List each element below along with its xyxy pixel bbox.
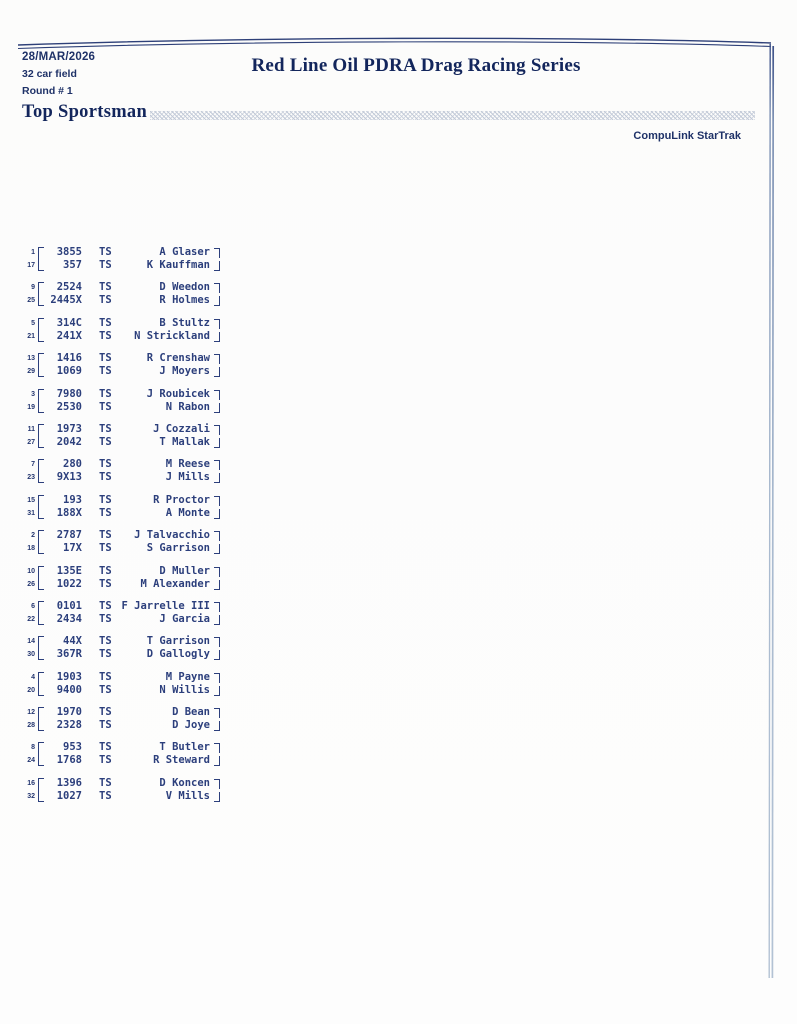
class-code-column (99, 317, 113, 343)
driver-top: M Reese (165, 458, 210, 471)
seed-column (22, 423, 35, 449)
class-code-column (99, 635, 113, 661)
driver-column (114, 741, 210, 767)
seed-top: 5 (31, 319, 35, 327)
driver-column (114, 317, 210, 343)
seed-bottom: 28 (27, 722, 35, 730)
driver-column (114, 458, 210, 484)
class-code-column (99, 281, 113, 307)
car-number-column (44, 246, 82, 272)
right-bracket (214, 671, 223, 697)
seed-top: 8 (31, 744, 35, 752)
ladder-pair (22, 671, 223, 697)
driver-top: R Proctor (153, 493, 210, 506)
right-bracket-top-icon (214, 602, 220, 612)
class-code-bottom: TS (99, 789, 112, 802)
driver-top: T Butler (159, 741, 210, 754)
driver-bottom: J Moyers (159, 365, 210, 378)
right-bracket-top-icon (214, 354, 220, 364)
right-bracket-bottom-icon (214, 296, 220, 306)
driver-bottom: J Garcia (159, 612, 210, 625)
driver-top: D Muller (159, 564, 210, 577)
ladder-pair (22, 529, 223, 555)
event-title: Red Line Oil PDRA Drag Racing Series (251, 55, 581, 76)
class-code-column (99, 388, 113, 414)
seed-column (22, 246, 35, 272)
right-bracket-bottom-icon (214, 544, 220, 554)
driver-column (114, 281, 210, 307)
driver-top: A Glaser (159, 246, 210, 258)
class-code-bottom: TS (99, 435, 112, 448)
driver-bottom: R Steward (153, 754, 210, 767)
seed-bottom: 26 (27, 580, 35, 588)
driver-top: F Jarrelle III (121, 599, 210, 612)
seed-top: 13 (27, 355, 35, 363)
class-code-bottom: TS (99, 294, 112, 307)
class-code-column (99, 671, 113, 697)
class-code-column (99, 706, 113, 732)
ladder-pair (22, 635, 223, 661)
driver-bottom: S Garrison (146, 542, 210, 555)
driver-top: R Crenshaw (146, 352, 210, 365)
car-number-column (44, 635, 82, 661)
right-bracket-bottom-icon (214, 650, 220, 660)
class-code-column (99, 565, 113, 591)
seed-top: 7 (31, 461, 35, 469)
ladder-pair (22, 494, 223, 520)
seed-column (22, 671, 35, 697)
driver-bottom: T Mallak (159, 435, 210, 448)
driver-top: M Payne (165, 670, 210, 683)
car-number-top: 135E (56, 564, 82, 577)
seed-column (22, 458, 35, 484)
car-number-column (44, 565, 82, 591)
class-code-column (99, 777, 113, 803)
car-number-bottom: 9X13 (56, 471, 82, 484)
seed-bottom: 17 (27, 262, 35, 269)
seed-column (22, 706, 35, 732)
car-number-bottom: 1022 (56, 577, 82, 590)
class-title: Top Sportsman (22, 102, 148, 122)
car-number-column (44, 777, 82, 803)
right-bracket-bottom-icon (214, 756, 220, 766)
car-number-top: 7980 (56, 387, 82, 400)
right-bracket (214, 741, 223, 767)
right-bracket-top-icon (214, 673, 220, 683)
ladder-pair (22, 352, 223, 378)
class-code-top: TS (99, 706, 112, 719)
driver-top: D Koncen (159, 776, 210, 789)
class-code-bottom: TS (99, 719, 112, 732)
class-header-row (22, 102, 755, 123)
car-number-column (44, 671, 82, 697)
class-code-bottom: TS (99, 683, 112, 696)
car-number-bottom: 1768 (56, 754, 82, 767)
driver-bottom: V Mills (165, 789, 210, 802)
ladder-pair (22, 388, 223, 414)
right-bracket-bottom-icon (214, 332, 220, 342)
right-bracket (214, 281, 223, 307)
right-bracket (214, 706, 223, 732)
right-bracket-bottom-icon (214, 438, 220, 448)
class-code-top: TS (99, 599, 112, 612)
seed-column (22, 317, 35, 343)
driver-bottom: N Willis (159, 683, 210, 696)
driver-top: J Cozzali (153, 422, 210, 435)
seed-column (22, 565, 35, 591)
car-number-top: 314C (56, 316, 82, 329)
car-number-bottom: 2530 (56, 400, 82, 413)
seed-top: 9 (31, 284, 35, 292)
seed-top: 3 (31, 390, 35, 398)
seed-bottom: 25 (27, 297, 35, 305)
ladder (22, 246, 223, 812)
class-code-bottom: TS (99, 329, 112, 342)
seed-top: 4 (31, 673, 35, 681)
seed-bottom: 23 (27, 474, 35, 482)
ladder-pair (22, 600, 223, 626)
driver-bottom: D Joye (172, 719, 210, 732)
car-number-top: 953 (63, 741, 82, 754)
seed-column (22, 529, 35, 555)
car-number-column (44, 600, 82, 626)
right-bracket-top-icon (214, 496, 220, 506)
car-number-top: 280 (63, 458, 82, 471)
right-bracket-top-icon (214, 283, 220, 293)
seed-top: 10 (27, 567, 35, 575)
ladder-pair (22, 777, 223, 803)
right-bracket (214, 352, 223, 378)
car-number-column (44, 458, 82, 484)
seed-top: 16 (27, 779, 35, 787)
seed-bottom: 32 (27, 792, 35, 800)
seed-column (22, 352, 35, 378)
driver-column (114, 635, 210, 661)
class-code-column (99, 352, 113, 378)
class-code-top: TS (99, 281, 112, 294)
seed-top: 14 (27, 638, 35, 646)
car-number-top: 1970 (56, 706, 82, 719)
class-code-bottom: TS (99, 754, 112, 767)
driver-top: D Weedon (159, 281, 210, 294)
class-code-column (99, 600, 113, 626)
car-number-top: 2787 (56, 529, 82, 542)
right-bracket-top-icon (214, 390, 220, 400)
driver-bottom: N Rabon (165, 400, 210, 413)
right-bracket-top-icon (214, 567, 220, 577)
seed-bottom: 22 (27, 615, 35, 623)
class-code-top: TS (99, 635, 112, 648)
class-code-top: TS (99, 493, 112, 506)
ladder-pair (22, 281, 223, 307)
driver-column (114, 600, 210, 626)
seed-bottom: 31 (27, 509, 35, 517)
driver-bottom: D Gallogly (146, 648, 210, 661)
car-number-column (44, 423, 82, 449)
class-code-column (99, 494, 113, 520)
driver-bottom: M Alexander (140, 577, 210, 590)
car-number-bottom: 2328 (56, 719, 82, 732)
right-bracket (214, 529, 223, 555)
car-number-top: 0101 (56, 599, 82, 612)
car-number-column (44, 317, 82, 343)
car-number-column (44, 706, 82, 732)
class-code-top: TS (99, 741, 112, 754)
right-bracket-top-icon (214, 425, 220, 435)
class-code-top: TS (99, 352, 112, 365)
seed-top: 6 (31, 602, 35, 610)
right-bracket-top-icon (214, 708, 220, 718)
car-number-bottom: 17X (63, 542, 82, 555)
car-number-bottom: 367R (56, 648, 82, 661)
seed-bottom: 21 (27, 332, 35, 340)
hatch-band (150, 111, 755, 120)
ladder-pair (22, 706, 223, 732)
car-number-bottom: 241X (56, 329, 82, 342)
class-code-top: TS (99, 529, 112, 542)
header-date: 28/MAR/2026 (22, 51, 96, 63)
right-bracket-top-icon (214, 743, 220, 753)
class-code-top: TS (99, 564, 112, 577)
right-bracket-top-icon (214, 531, 220, 541)
driver-top: T Garrison (146, 635, 210, 648)
right-bracket-bottom-icon (214, 721, 220, 731)
car-number-bottom: 2445X (50, 294, 82, 307)
seed-column (22, 635, 35, 661)
driver-top: J Talvacchio (134, 529, 210, 542)
car-number-bottom: 2042 (56, 435, 82, 448)
driver-column (114, 777, 210, 803)
seed-column (22, 388, 35, 414)
seed-top: 15 (27, 496, 35, 504)
right-bracket (214, 458, 223, 484)
car-number-top: 44X (63, 635, 82, 648)
seed-bottom: 20 (27, 686, 35, 694)
right-bracket (214, 494, 223, 520)
car-number-bottom: 2434 (56, 612, 82, 625)
ladder-pair (22, 741, 223, 767)
class-code-bottom: TS (99, 259, 112, 271)
driver-bottom: K Kauffman (146, 259, 210, 271)
class-code-top: TS (99, 422, 112, 435)
right-bracket-top-icon (214, 248, 220, 258)
ladder-pair (22, 423, 223, 449)
driver-column (114, 671, 210, 697)
seed-bottom: 30 (27, 651, 35, 659)
car-number-column (44, 494, 82, 520)
right-bracket (214, 423, 223, 449)
driver-bottom: J Mills (165, 471, 210, 484)
driver-column (114, 529, 210, 555)
right-bracket-bottom-icon (214, 509, 220, 519)
ladder-pair (22, 246, 223, 272)
class-code-top: TS (99, 776, 112, 789)
right-bracket-bottom-icon (214, 580, 220, 590)
right-bracket-top-icon (214, 779, 220, 789)
class-code-column (99, 529, 113, 555)
right-bracket-bottom-icon (214, 615, 220, 625)
right-bracket-bottom-icon (214, 686, 220, 696)
ladder-pair (22, 458, 223, 484)
right-bracket (214, 246, 223, 272)
car-number-bottom: 9400 (56, 683, 82, 696)
seed-bottom: 19 (27, 403, 35, 411)
header-field-size: 32 car field (22, 68, 77, 80)
ladder-pair (22, 317, 223, 343)
right-bracket (214, 600, 223, 626)
driver-column (114, 494, 210, 520)
car-number-column (44, 741, 82, 767)
seed-column (22, 281, 35, 307)
seed-column (22, 494, 35, 520)
seed-bottom: 18 (27, 545, 35, 553)
right-bracket (214, 388, 223, 414)
driver-top: D Bean (172, 706, 210, 719)
seed-column (22, 600, 35, 626)
class-code-bottom: TS (99, 542, 112, 555)
class-code-top: TS (99, 316, 112, 329)
seed-top: 2 (31, 532, 35, 540)
seed-column (22, 741, 35, 767)
driver-top: J Roubicek (146, 387, 210, 400)
driver-column (114, 706, 210, 732)
right-bracket (214, 565, 223, 591)
right-bracket-bottom-icon (214, 367, 220, 377)
seed-top: 11 (27, 425, 35, 433)
car-number-bottom: 188X (56, 506, 82, 519)
car-number-column (44, 388, 82, 414)
class-code-top: TS (99, 670, 112, 683)
driver-column (114, 565, 210, 591)
ladder-pair (22, 565, 223, 591)
class-code-bottom: TS (99, 471, 112, 484)
driver-column (114, 388, 210, 414)
seed-bottom: 29 (27, 368, 35, 376)
class-code-column (99, 741, 113, 767)
class-code-top: TS (99, 387, 112, 400)
driver-bottom: N Strickland (134, 329, 210, 342)
class-code-column (99, 423, 113, 449)
right-bracket-bottom-icon (214, 261, 220, 271)
seed-top: 12 (27, 709, 35, 717)
car-number-top: 1416 (56, 352, 82, 365)
car-number-column (44, 281, 82, 307)
car-number-top: 1903 (56, 670, 82, 683)
driver-top: B Stultz (159, 316, 210, 329)
car-number-top: 193 (63, 493, 82, 506)
class-code-bottom: TS (99, 648, 112, 661)
car-number-bottom: 1069 (56, 365, 82, 378)
right-bracket-top-icon (214, 319, 220, 329)
right-bracket-top-icon (214, 637, 220, 647)
car-number-bottom: 1027 (56, 789, 82, 802)
driver-column (114, 352, 210, 378)
header-round: Round # 1 (22, 85, 73, 97)
class-code-bottom: TS (99, 577, 112, 590)
car-number-bottom: 357 (63, 259, 82, 271)
right-bracket-bottom-icon (214, 403, 220, 413)
car-number-top: 2524 (56, 281, 82, 294)
class-code-bottom: TS (99, 365, 112, 378)
seed-top: 1 (31, 249, 35, 256)
timing-brand: CompuLink StarTrak (633, 130, 741, 142)
right-bracket (214, 635, 223, 661)
class-code-bottom: TS (99, 400, 112, 413)
driver-bottom: A Monte (165, 506, 210, 519)
driver-column (114, 246, 210, 272)
class-code-top: TS (99, 246, 112, 258)
car-number-column (44, 529, 82, 555)
right-bracket-bottom-icon (214, 473, 220, 483)
driver-bottom: R Holmes (159, 294, 210, 307)
seed-bottom: 24 (27, 757, 35, 765)
class-code-column (99, 246, 113, 272)
right-bracket-top-icon (214, 460, 220, 470)
right-bracket (214, 317, 223, 343)
car-number-top: 3855 (56, 246, 82, 258)
class-code-top: TS (99, 458, 112, 471)
car-number-top: 1396 (56, 776, 82, 789)
seed-bottom: 27 (27, 438, 35, 446)
seed-column (22, 777, 35, 803)
driver-column (114, 423, 210, 449)
right-bracket-bottom-icon (214, 792, 220, 802)
right-bracket (214, 777, 223, 803)
car-number-top: 1973 (56, 422, 82, 435)
class-code-column (99, 458, 113, 484)
class-code-bottom: TS (99, 506, 112, 519)
car-number-column (44, 352, 82, 378)
class-code-bottom: TS (99, 612, 112, 625)
